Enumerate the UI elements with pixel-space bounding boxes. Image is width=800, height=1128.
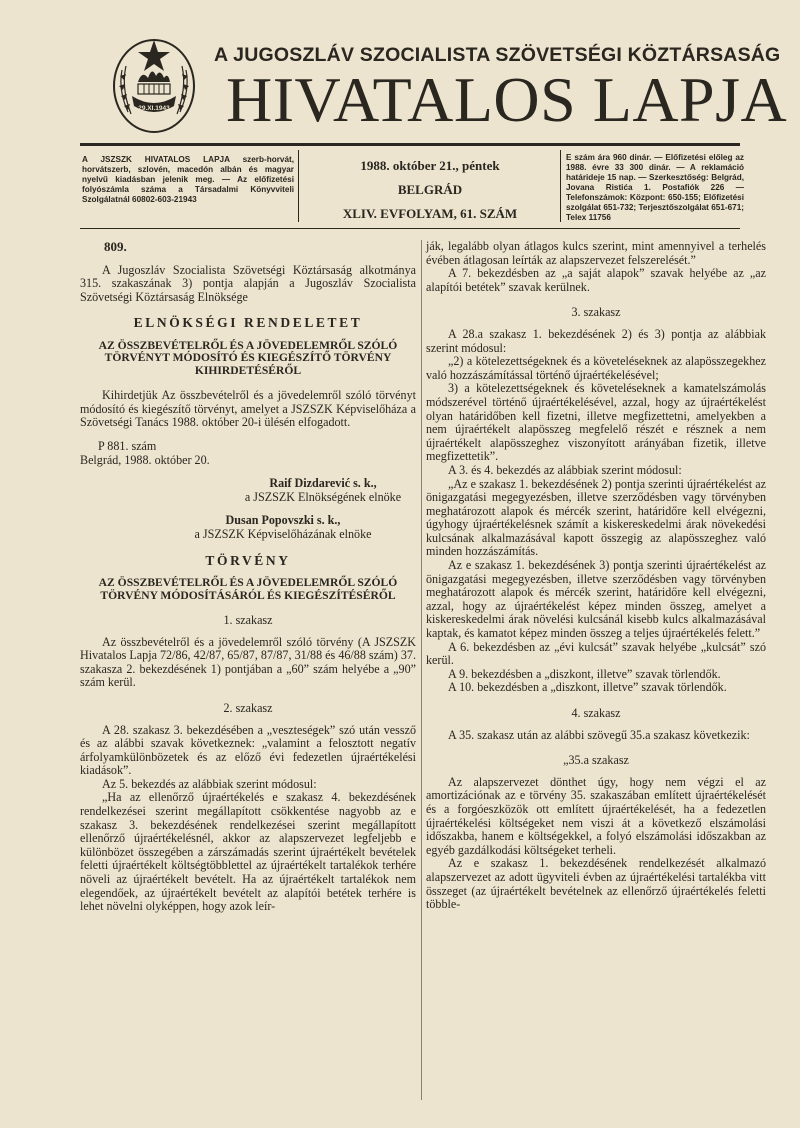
section-2-paragraph-3: „Ha az ellenőrző újraértékelés e szakasz 4. bekezdésének rendelkezései szerint megállapított csökkentése nagyobb az e szakasz 3. bekezdésének rendelkezései szerint megállapított ellenőrző újraértékelésnél, akkor az alapszervezet legfeljebb e különbözet összegében a zárszámadás szerint újraértékelt bevételek feletti újraértékelt költségtöbblettel az újraértékelt tartalékok terhére növeli az újraértékelt bevételt. Ha az újraértékelt tartalékok nem elegendőek, az újraértékelt bevételt az alapítói betétek terhére is lehet növelni olyképpen, hogy azok leír- [80,790,416,914]
section-3-paragraph-amend: A 3. és 4. bekezdés az alábbiak szerint módosul: [448,462,682,477]
signature-2 [150,514,416,541]
masthead-rule [80,143,740,146]
section-3-point-2: „2) a kötelezettségeknek és a követeléseknek az alapösszegekhez való hozzászámítással történő újraértékelésével; [426,354,766,382]
section-1-text: Az összbevételről és a jövedelemről szóló törvény (A JSZSZK Hivatalos Lapja 72/86, 42/87, 65/87, 87/87, 31/88 és 46/88 szám) 37. szakasza 2. bekezdésének 1) pontjában a „60” szám helyébe a „90” szám kerül. [80,634,416,690]
signer-1-title: a JSZSZK Elnökségének elnöke [244,489,402,504]
paragraph-9-amendment: A 9. bekezdésben a „diszkont, illetve” szavak törlendők. [448,666,721,681]
section-2-heading: 2. szakasz [223,700,273,715]
coat-of-arms-emblem [108,30,200,138]
header-divider-left [298,150,299,222]
paragraph-6-amendment: A 6. bekezdésben az „évi kulcsát” szavak helyébe „kulcsát” szó kerül. [426,639,766,668]
left-column [80,240,416,914]
decree-heading: ELNÖKSÉGI RENDELETET [133,315,363,331]
signer-1-name: Raif Dizdarević s. k., [269,476,377,491]
section-3-new-para-3: „Az e szakasz 1. bekezdésének 2) pontja szerinti újraértékelést az önigazgatási megegyezésben, illetve szerződésben vagy törvényben meghatározott alapok és mércék szerint, határidőre kell elvégezni, úgyhogy újraértékelésnek számít a kiskereskedelmi árak növekedési kulcsának alkalmazásával kapott összegig az alapösszeghez való minden hozzászámítás. [426,476,766,559]
section-3-intro: A 28.a szakasz 1. bekezdésének 2) és 3) pontja az alábbiak szerint módosul: [426,326,766,355]
law-subheading: AZ ÖSSZBEVÉTELRŐL ÉS A JÖVEDELEMRŐL SZÓLÓ TÖRVÉNY MÓDOSÍTÁSÁRÓL ÉS KIEGÉSZÍTÉSÉRŐL [98,576,398,602]
paragraph-10-amendment: A 10. bekezdésben a „diszkont, illetve” szavak törlendők. [448,680,727,695]
subscription-info: A JSZSZK HIVATALOS LAPJA szerb-horvát, horvátszerb, szlovén, macedón albán és magyar nyelvű kiadásban jelenik meg. — Az előfizetési folyószámla száma a Társadalmi Könyvviteli Szolgálatnál 60802-603-21943 [82,155,294,204]
right-column [426,240,766,912]
issue-volume: XLIV. EVFOLYAM, 61. SZÁM [342,206,518,221]
price-contact-info: E szám ára 960 dinár. — Előfizetési előleg az 1988. évre 33 300 dinár. — A reklamáció határideje 15 nap. — Szerkesztőség: Belgrád, Jovana Ristića 1. Postafiók 226 — Telefonszámok: Központ: 650-155; Előfizetési szolgálat 651-732; Terjesztőszolgálat 651-671; Telex 11756 [566,153,744,222]
section-3-heading: 3. szakasz [571,305,621,320]
section-3-new-para-4: Az e szakasz 1. bekezdésének 3) pontja szerinti újraértékelést az önigazgatási megegyezésben, illetve szerződésben vagy törvényben meghatározott alapok és mércék szerint, határidőre kell elvégezni, azzal, hogy az újraértékelést képez minden összeg, amelyet a kiskereskedelmi árak növelési kulcsánál kisebb kulcs alkalmazásával kaptak, és kamatot képez minden összeg a teljes újraértékelés felett.” [426,558,766,641]
signer-2-title: a JSZSZK Képviselőházának elnöke [194,526,372,541]
section-4-intro: A 35. szakasz után az alábbi szövegű 35.a szakasz következik: [448,727,750,742]
section-2-paragraph-1: A 28. szakasz 3. bekezdésében a „veszteségek” szó után vessző és az alábbi szavak következnek: „valamint a felosztott negatív árfolyamkülönbözetek és az előző évi fedezetlen újraértékelési kiadások”. [80,722,416,778]
emblem-date: 29.XI.1943 [138,105,170,112]
document-number: 809. [104,239,127,254]
law-heading: TÖRVÉNY [205,552,291,568]
section-4-heading: 4. szakasz [571,706,621,720]
issue-info [304,154,556,226]
place-date: Belgrád, 1988. október 20. [80,452,210,467]
section-2-paragraph-2: Az 5. bekezdés az alábbiak szerint módosul: [102,776,317,791]
signer-2-name: Dusan Popovszki s. k., [225,513,341,528]
publisher-supertitle: A JUGOSZLÁV SZOCIALISTA SZÖVETSÉGI KÖZTÁRSASÁG [214,44,781,66]
section-35a-paragraph-2: Az e szakasz 1. bekezdésének rendelkezését alkalmazó alapszervezet az adott ügyviteli évben az újraértékelési tartalékba vitt összeget (az újraértékelt bevételnek az ellenőrző újraértékelés feletti többle- [426,856,766,912]
section-35a-paragraph-1: Az alapszervezet dönthet úgy, hogy nem végzi el az amortizációnak az e törvény 35. szakaszában említett újraértékelését és a forgóeszközök ott említett újraértékelését, ha a fedezetlen újraértékelési költségeket nem viszi át a következő elszámolási időszakba, hanem e költségekkel, a folyó elszámolási időszakban az egyéb gazdálkodási költségeket terheli. [426,774,766,857]
gazette-title: HIVATALOS LAPJA [226,64,788,135]
issue-date: 1988. október 21., péntek [360,158,500,173]
reference-number: P 881. szám [98,438,157,453]
paragraph-7-amendment: A 7. bekezdésben az „a saját alapok” szavak helyébe az „az alapítói betétek” szavak kerülnek. [426,266,766,294]
section-35a-heading: „35.a szakasz [563,753,629,768]
intro-paragraph: A Jugoszláv Szocialista Szövetségi Köztársaság alkotmánya 315. szakaszának 3) pontja alapján a Jugoszláv Szocialista Szövetségi Köztársaság Elnöksége [80,262,416,304]
section-1-heading: 1. szakasz [223,612,273,627]
signature-1 [230,477,416,504]
issue-city: BELGRÁD [397,182,463,197]
proclamation-paragraph: Kihirdetjük Az összbevételről és a jövedelemről szóló törvényt módosító és kiegészítő törvényt, amelyet a JSZSZK Képviselőháza a Szövetségi Tanács 1988. október 20-i ülésén elfogadott. [80,388,416,430]
column-divider [421,240,422,1100]
header-rule [80,228,740,229]
header-divider-right [560,150,561,222]
continuation-paragraph: ják, legalább olyan átlagos kulcs szerint, mint amennyivel a terhelés évében átlagosan leírták az alapszervezet felszerelését.” [426,239,766,267]
section-3-point-3: 3) a kötelezettségeknek és követeléseknek a kamatelszámolás módszerével történő újraértékelésével, azzal, hogy az újraértékelést olyan határidőben kell fizetni, illetve megfizettetni, amelyekben a nem újraértékelt alapösszeg megfelelő részét e résznek a nem újraértékelt alapösszeghez viszonyított arányában fizetik, illetve megfizettetik”. [426,381,766,464]
decree-subheading: AZ ÖSSZBEVÉTELRŐL ÉS A JÖVEDELEMRŐL SZÓLÓ TÖRVÉNYT MÓDOSÍTÓ ÉS KIEGÉSZÍTŐ TÖRVÉNY KIHIRDETÉSÉRŐL [98,338,398,377]
